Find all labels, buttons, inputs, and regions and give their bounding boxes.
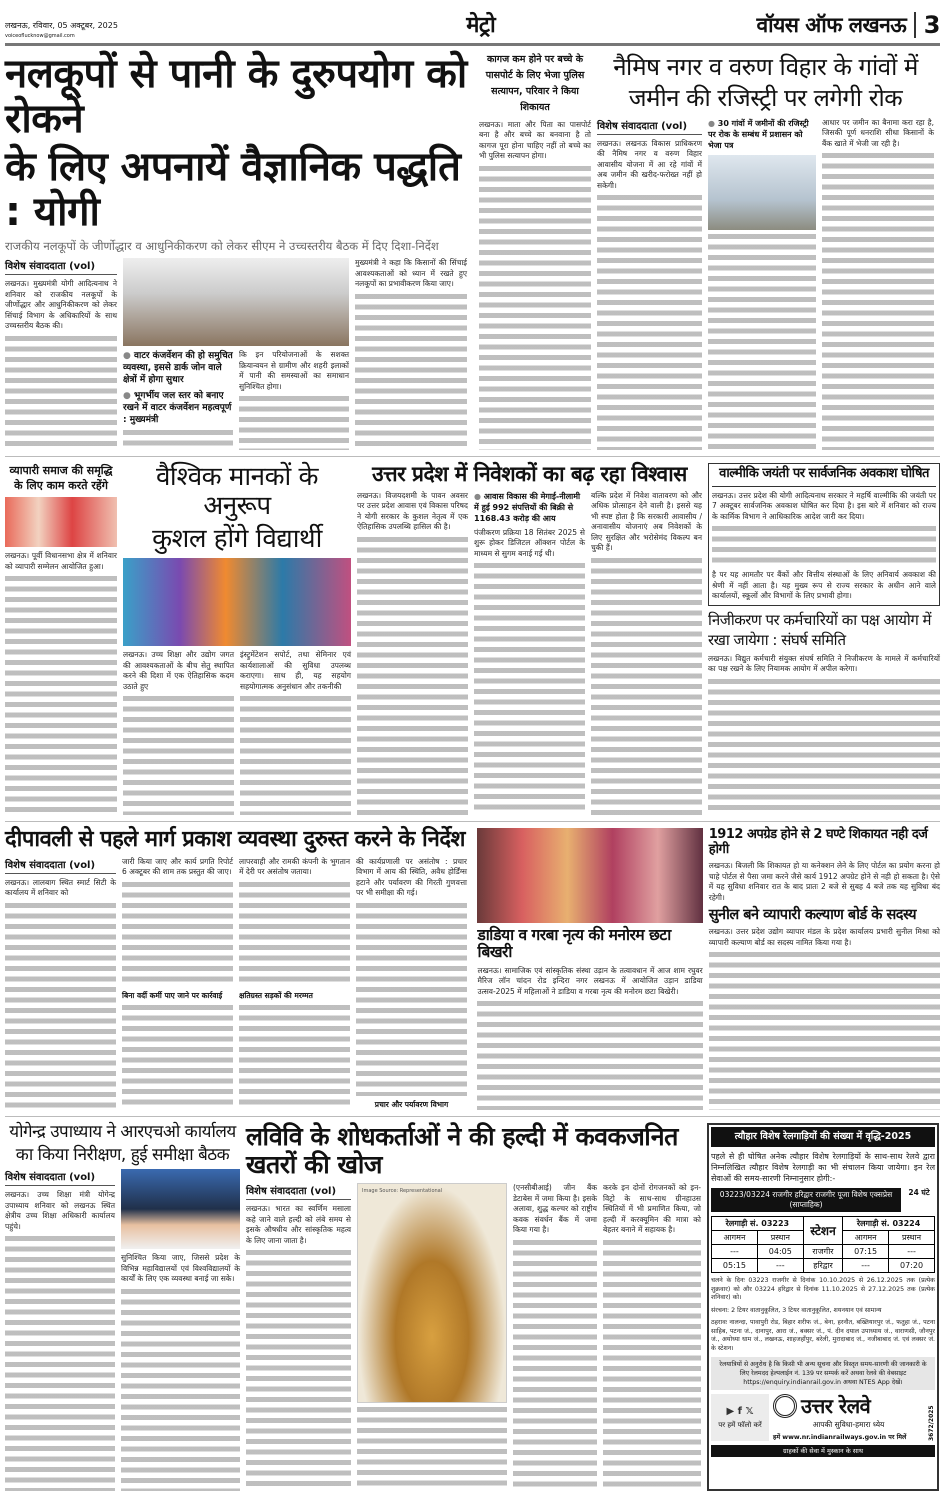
station-header: स्टेशन [803, 1217, 842, 1245]
column [603, 1183, 701, 1491]
text-column [122, 882, 233, 987]
right-column [709, 828, 940, 1110]
caption: ● 30 गांवों में जमीनों की रजिस्ट्री पर रोक के सम्बंध में प्रशासन को भेजा पत्र [708, 118, 816, 151]
email: voiceoflucknow@gmail.com [5, 32, 75, 39]
tagline: आपकी सुविधा-हमारा ध्येय [812, 1420, 885, 1430]
column [123, 650, 234, 815]
article-traders [5, 463, 117, 815]
columns [5, 258, 473, 450]
column [513, 1183, 597, 1491]
ad-headline: त्यौहार विशेष रेलगाड़ियों की संख्या में वृद्धि-2025 [711, 1127, 935, 1147]
row-4 [5, 1117, 940, 1497]
text-column [239, 396, 349, 450]
article-text: लखनऊ। माता और पिता का पासपोर्ट बना है और बच्चे का बनवाना है तो कागज पूरा होना चाहिए नहीं तो बच्चे का भी पुलिस सत्यापन होगा। [479, 119, 591, 161]
article-text: लखनऊ। मुख्यमंत्री योगी आदित्यनाथ ने शनिवार को राजकीय नलकूपों के जीर्णोद्धार और आधुनिकीकरण को लेकर सिंचाई विभाग के अधिकारियों के साथ उच्चस्तरीय बैठक की। [5, 279, 117, 331]
row-2 [5, 457, 940, 822]
article-text: इंस्ट्रुमेंटेशन सपोर्ट, तथा सेमिनार एवं कार्यशालाओं की सुविधा उपलब्ध कराएगा। साथ ही, यह सहयोग सहयोगात्मक अनुसंधान और तकनीकी [240, 650, 351, 691]
article-text: लापरवाही और रामकी कंपनी के भुगतान में देरी पर असंतोष जताया। [239, 856, 350, 877]
column [5, 857, 116, 1110]
headline: डाडिया व गरबा नृत्य की मनोरम छटा बिखरी [477, 926, 671, 962]
paper-name: वॉयस ऑफ लखनऊ [756, 12, 907, 37]
text-column [356, 903, 467, 1096]
cell: --- [843, 1259, 889, 1273]
right-train: रेलगाड़ी सं. 03224 [843, 1217, 935, 1231]
cell: राजगीर [803, 1245, 842, 1259]
article-text: लखनऊ। उच्च शिक्षा और उद्योग जगत की आवश्यकताओं के बीच सेतु स्थापित करने की दिशा में एक ऐतिहासिक कदम उठाते हुए [123, 650, 234, 691]
cell: --- [889, 1245, 935, 1259]
column [597, 118, 702, 450]
byline: विशेष संवाददाता (vol) [5, 258, 117, 275]
row-3 [5, 822, 940, 1117]
text-column [709, 952, 940, 1110]
minister-photo [121, 1169, 240, 1249]
byline: विशेष संवाददाता (vol) [5, 1169, 115, 1186]
column [356, 857, 467, 1110]
text-column [123, 696, 234, 815]
article-rho [5, 1123, 240, 1491]
headline: दीपावली से पहले मार्ग प्रकाश व्यवस्था दुरुस्त करने के निर्देश [5, 827, 466, 853]
headline: 1912 अपग्रेड होने से 2 घण्टे शिकायत नही दर्ज होगी [708, 827, 928, 857]
text-column [239, 1005, 350, 1110]
article-text: बल्कि प्रदेश में निवेश वातावरण को और अधिक प्रोत्साहन देने वाली है। इससे यह भी स्पष्ट होता है कि सरकारी आवासीय / अनावासीय योजनाएं अब निवेशकों के लिए सुरक्षित और भरोसेमंद विकल्प बन चुकी हैं। [591, 490, 702, 553]
columns [5, 857, 471, 1110]
cell: 07:15 [843, 1245, 889, 1259]
column [246, 1183, 351, 1491]
train-header [711, 1188, 935, 1212]
event-photo [5, 497, 117, 547]
text-column [513, 1240, 597, 1492]
article-text: की कार्यप्रणाली पर असंतोष : प्रचार विभाग में आय की स्थिति, अवैध होर्डिंग्स हटाने और पर्यावरण की गिरती गुणवत्ता पर भी समीक्षा की गई। [356, 856, 467, 898]
text-column [479, 166, 591, 450]
columns [357, 491, 702, 815]
brand: उत्तर रेलवे [801, 1393, 871, 1418]
article-text: लखनऊ। विजयदशमी के पावन अवसर पर उत्तर प्रदेश आवास एवं विकास परिषद ने योगी सरकार के कुशल नेतृत्व में एक ऐतिहासिक उपलब्धि हासिल की है। [357, 490, 468, 532]
caption: ● भूगर्भीय जल स्तर को बनाए रखने में वाटर कंजर्वेशन महत्वपूर्ण : मुख्यमंत्री [123, 390, 233, 426]
article-passport [479, 52, 591, 450]
headline: वैश्विक मानकों के अनुरूप [155, 462, 319, 522]
headline: नैमिष नगर व वरुण विहार के गांवों में जमीन की रजिस्ट्री पर लगेगी रोक [613, 52, 918, 112]
subhead: क्षतिग्रस्त सड़कों की मरम्मत [239, 990, 313, 1000]
text-column [5, 1236, 115, 1491]
article-text: पंजीकरण प्रक्रिया 18 सितंबर 2025 से शुरू होकर डिजिटल ऑक्शन पोर्टल के माध्यम से सुगम बनाई गई थी। [474, 527, 585, 558]
text-column [712, 526, 936, 566]
headline: कागज कम होने पर बच्चे के पासपोर्ट के लिए भेजा पुलिस सत्यापन, परिवार ने किया शिकायत [485, 53, 585, 113]
article-text: लखनऊ। उत्तर प्रदेश की योगी आदित्यनाथ सरकार ने महर्षि वाल्मीकि की जयंती पर 7 अक्टूबर सार्वजनिक अवकाश घोषित कर दिया है। इस बारे में शनिवार को राज्य के कार्मिक विभाग ने आधिकारिक आदेश जारी कर दिया। [712, 490, 936, 521]
article-dandiya [477, 828, 702, 1110]
article-tubewells [5, 52, 473, 450]
article-text: (एनसीबीआई) जीन बैंक डेटाबेस में जमा किया है। इसके अलावा, शुद्ध कल्चर को राष्ट्रीय कवक संवर्धन बैंक में जमा किया गया है। [513, 1183, 597, 1235]
arr-col: आगमन [843, 1231, 889, 1245]
social-box [711, 1394, 769, 1441]
brand-line [773, 1394, 924, 1418]
article-investors [357, 463, 702, 815]
article-text: लखनऊ। भारत का स्वर्णिम मसाला कहे जाने वाले हल्दी को लंबे समय से इसके औषधीय और सांस्कृतिक महत्व के लिए जाना जाता है। [246, 1204, 351, 1245]
columns [246, 1183, 701, 1491]
right-column [708, 463, 940, 815]
headline: सुनील बने व्यापारी कल्याण बोर्ड के सदस्य [708, 907, 916, 924]
brand-block [773, 1394, 924, 1441]
dandiya-photo [477, 828, 702, 923]
timetable [711, 1216, 935, 1273]
headline: निजीकरण पर कर्मचारियों का पक्ष आयोग में रखा जायेगा : संघर्ष समिति [708, 610, 932, 649]
text-column [121, 1289, 240, 1491]
headline: योगेन्द्र उपाध्याय ने आरएचओ कार्यालय [9, 1122, 236, 1143]
article-text: लखनऊ। विद्युत कर्मचारी संयुक्त संघर्ष समिति ने निजीकरण के मामले में कर्मचारियों का पक्ष रखने के लिए नियामक आयोग में अपील करेगा। [708, 653, 940, 674]
text-column [239, 882, 350, 987]
column [708, 118, 816, 450]
text-column [357, 537, 468, 815]
arr-col: आगमन [712, 1231, 758, 1245]
headline: के लिए अपनायें वैज्ञानिक पद्धति : योगी [5, 144, 461, 236]
text-column [603, 1240, 701, 1492]
table-row [712, 1245, 935, 1259]
divider [914, 12, 916, 38]
headline: कुशल होंगे विद्यार्थी [152, 524, 322, 555]
table-row [712, 1259, 935, 1273]
masthead [5, 0, 940, 46]
headline: लविवि के शोधकर्ताओं ने की हल्दी में कवकजनित खतरों की खोज [246, 1122, 678, 1180]
subhead: प्रचार और पर्यावरण विभाग [374, 1100, 449, 1110]
duration: 24 घंटे [908, 1188, 930, 1198]
building-photo [708, 155, 816, 230]
column [822, 118, 934, 450]
column [123, 258, 349, 450]
article-text: लखनऊ। पूर्वी विधानसभा क्षेत्र में शनिवार को व्यापारी सम्मेलन आयोजित हुआ। [5, 551, 117, 571]
dep-col: प्रस्थान [889, 1231, 935, 1245]
article-text: लखनऊ। उत्तर प्रदेश उद्योग व्यापार मंडल के प्रदेश कार्यालय प्रभारी सुनील मिश्रा को व्यापारी कल्याण बोर्ड का सदस्य नामित किया गया है। [708, 927, 940, 947]
article-text: करके इन दोनों रोगजनकों को इन-विट्रो के साथ-साथ ग्रीनहाउस स्थितियों में भी प्रमाणित किया, जो हल्दी में करक्यूमिन की मात्रा को बेहतर बनाने में सहायक है। [603, 1183, 701, 1235]
article-text: मुख्यमंत्री ने कहा कि किसानों की सिंचाई आवश्यकताओं को ध्यान में रखते हुए नलकूपों का प्रभावीकरण किया जाए। [355, 258, 467, 289]
headline: का किया निरीक्षण, हुई समीक्षा बैठक [15, 1145, 230, 1166]
valmiki-box [708, 463, 940, 606]
subhead: बिना वर्दी कर्मी पाए जाने पर कार्रवाई [122, 990, 223, 1000]
text-column [122, 1005, 233, 1110]
article-text: लखनऊ। उच्च शिक्षा मंत्री योगेन्द्र उपाध्याय शनिवार को लखनऊ स्थित क्षेत्रीय उच्च शिक्षा अधिकारी कार्यालय पहुंचे। [5, 1190, 115, 1231]
article-students [123, 463, 351, 815]
text-column [477, 1001, 702, 1110]
article-text: कि इन परियोजनाओं के सशक्त क्रियान्वयन से ग्रामीण और शहरी इलाकों में पानी की समस्याओं का समाधान सुनिश्चित होगा। [239, 350, 349, 391]
article-streetlights [5, 828, 471, 1110]
columns [123, 650, 351, 815]
ad-brand-area [711, 1394, 935, 1441]
article-text: लखनऊ। लालबाग स्थित स्मार्ट सिटी के कार्यालय में शनिवार को [5, 877, 116, 898]
train-name: 03223/03224 राजगीर हरिद्वार राजगीर पूजा विशेष एक्सप्रेस (साप्ताहिक) [711, 1188, 901, 1212]
composition: संरचना: 2 टियर वातानुकूलित, 3 टियर वातानुकूलित, शयनयान एवं सामान्य [711, 1306, 882, 1314]
cell: --- [757, 1259, 803, 1273]
text-column [5, 903, 116, 1110]
ad-footer: ग्राहकों की सेवा में मुस्कान के साथ [711, 1445, 935, 1457]
column [357, 491, 468, 815]
page-number: 3 [923, 11, 940, 39]
dateline: लखनऊ, रविवार, 05 अक्टूबर, 2025 [5, 20, 118, 30]
columns [123, 350, 349, 450]
article-text: जारी किया जाए और कार्य प्रगति रिपोर्ट 6 अक्टूबर की शाम तक प्रस्तुत की जाए। [122, 856, 233, 877]
mou-photo [123, 558, 351, 646]
masthead-right [756, 12, 940, 39]
text-column [5, 336, 117, 451]
column [239, 857, 350, 1110]
article-text: लखनऊ। बिजली कि शिकायत हो या कनेक्शन लेने के लिए पोर्टल का प्रयोग करना हो चाहे पोर्टल से पैसा जमा करने जैसे कार्य 1912 अपग्रेट होने से नही हो सकता है। ऐसे में यह सुविधा शनिवार रात के बाद प्रातः 2 बजे से सुबह 4 बजे तक यह सुविधा बंद रहेगी। [708, 861, 940, 902]
column [474, 491, 585, 815]
byline: विशेष संवाददाता (vol) [597, 118, 702, 135]
article-text: लखनऊ। सामाजिक एवं सांस्कृतिक संस्था उड़ान के तत्वावधान में आज शाम रघुवर मैरिज लॉन चांदन रोड इन्दिरा नगर लखनऊ में आयोजित उड़ान डाडिया उत्सव-2025 में महिलाओं ने डाडिया व गरबा नृत्य की मनोरम छटा बिखेरी। [477, 965, 703, 996]
headline: व्यापारी समाज की समृद्धि के लिए काम करते रहेंगे [9, 464, 113, 493]
caption: ● आवास विकास की मेगाई-नीलामी में हुई 992 संपत्तियों की बिक्री से 1168.43 करोड़ की आय [474, 491, 585, 524]
column [5, 258, 117, 450]
column [355, 258, 467, 450]
columns [5, 1169, 240, 1491]
text-column [357, 1407, 507, 1491]
article-text: आधार पर जमीन का बैनामा करा रहा है, जिसकी पूर्ण धनराशि सीधा किसानों के बैंक खाते में भेजी जा रही है। [822, 117, 934, 148]
article-turmeric [246, 1123, 701, 1491]
ad-code: 3672/2025 [928, 1405, 935, 1442]
column [121, 1169, 240, 1491]
column [357, 1183, 507, 1491]
follow-label: पर हमें फॉलो करें [718, 1420, 762, 1429]
cell: हरिद्वार [803, 1259, 842, 1273]
ad-intro: पहले से ही घोषित अनेक त्यौहार विशेष रेलगाड़ियों के साथ-साथ रेलवे द्वारा निम्नलिखित त्यौहार विशेष रेलगाड़ी का भी संचालन किया जायेगा। इन रेल सेवाओं की समय-सारणी निम्नानुसार होगी:- [711, 1152, 935, 1184]
column [591, 491, 702, 815]
left-train: रेलगाड़ी सं. 03223 [712, 1217, 804, 1231]
social-icons[interactable]: ▶ f 𝕏 [726, 1405, 754, 1417]
byline: विशेष संवाददाता (vol) [5, 857, 116, 874]
headline: उत्तर प्रदेश में निवेशकों का बढ़ रहा विश्वास [372, 462, 687, 487]
masthead-left [5, 20, 205, 39]
website[interactable]: हमें www.nr.indianrailways.gov.in पर मिलें [773, 1434, 907, 1442]
meeting-photo [123, 258, 349, 346]
column [123, 350, 233, 450]
column [240, 650, 351, 815]
text-column [5, 576, 117, 815]
column [5, 1169, 115, 1491]
text-column [123, 430, 233, 450]
text-column [474, 563, 585, 815]
column [122, 857, 233, 1110]
text-column [355, 294, 467, 451]
dep-col: प्रस्थान [757, 1231, 803, 1245]
subheadline: राजकीय नलकूपों के जीर्णोद्धार व आधुनिकीकरण को लेकर सीएम ने उच्चस्तरीय बैठक में दिए दिशा-निर्देश [5, 239, 439, 254]
text-column [708, 234, 816, 450]
section-title: मेट्रो [466, 13, 496, 39]
turmeric-photo [357, 1183, 507, 1403]
text-column [822, 153, 934, 450]
columns [597, 118, 934, 450]
ad-request: रेलयात्रियों से अनुरोध है कि किसी भी अन्य सूचना और विस्तृत समय-सारणी की जानकारी के लिए रेलमदद हेल्पलाईन नं. 139 पर सम्पर्क करें अथवा रेलवे की वेबसाइट https://enquiry.indianrail.gov.in अथवा NTES App देखें। [711, 1357, 935, 1390]
headline: नलकूपों से पानी के दुरुपयोग को रोकने [5, 50, 467, 142]
railway-logo-icon [773, 1394, 797, 1418]
text-column [708, 679, 940, 815]
cell: 07:20 [889, 1259, 935, 1273]
article-naimish [597, 52, 934, 450]
cell: 04:05 [757, 1245, 803, 1259]
run-days: चलने के दिनः 03223 राजगीर से दिनांक 10.10.2025 से 26.12.2025 तक (प्रत्येक शुक्रवार) को और 03224 हरिद्वार से दिनांक 11.10.2025 से 27.12.2025 तक (प्रत्येक शनिवार) को। [711, 1277, 935, 1302]
text-column [591, 558, 702, 815]
text-column [240, 696, 351, 815]
article-text: लखनऊ। लखनऊ विकास प्राधिकरण की नैमिष नगर व वरुण विहार आवासीय योजना में आ रहे गांवों में अब जमीन की खरीद-फरोख्त नहीं हो सकेगी। [597, 138, 702, 190]
cell: --- [712, 1245, 758, 1259]
image-credit: Image Source: Representational [362, 1188, 443, 1195]
article-text: है पर यह आमतौर पर बैंकों और वित्तीय संस्थाओं के लिए अनिवार्य अवकाश की श्रेणी में नहीं आता है। यह मुख्य रूप से राज्य सरकार के अधीन आने वाले कार्यालयों, स्कूलों और विभागों के लिए प्रभावी होगा। [712, 570, 936, 601]
text-column [597, 195, 702, 450]
row-1 [5, 46, 940, 457]
railway-ad [707, 1123, 939, 1491]
column [239, 350, 349, 450]
byline: विशेष संवाददाता (vol) [246, 1183, 351, 1200]
caption: ● वाटर कंजर्वेशन की हो समुचित व्यवस्था, इससे डार्क जोन वाले क्षेत्रों में होगा सुधार [123, 350, 233, 386]
headline: वाल्मीकि जयंती पर सार्वजनिक अवकाश घोषित [712, 467, 936, 487]
text-column [246, 1250, 351, 1491]
cell: 05:15 [712, 1259, 758, 1273]
halts: ठहरावः नालन्दा, पावापुरी रोड, बिहार शरीफ जं., बेना, हरनौत, बख्तियारपुर जं., फतुहा जं., पटना साहिब, पटना जं., दानापुर, आरा जं., बक्सर जं., पं. दीन दयाल उपाध्याय जं., वाराणसी, जौनपुर जं., अयोध्या धाम जं., लखनऊ, शाहजहाँपुर, बरेली, मुरादाबाद जं., नजीबाबाद जं. एवं लक्सर जं. के स्टेशन। [711, 1319, 935, 1352]
article-text: सुनिश्चित किया जाए, जिससे प्रदेश के विभिन्न महाविद्यालयों एवं विश्वविद्यालयों के कार्यों के लिए एक व्यवस्था बनाई जा सके। [121, 1253, 240, 1284]
